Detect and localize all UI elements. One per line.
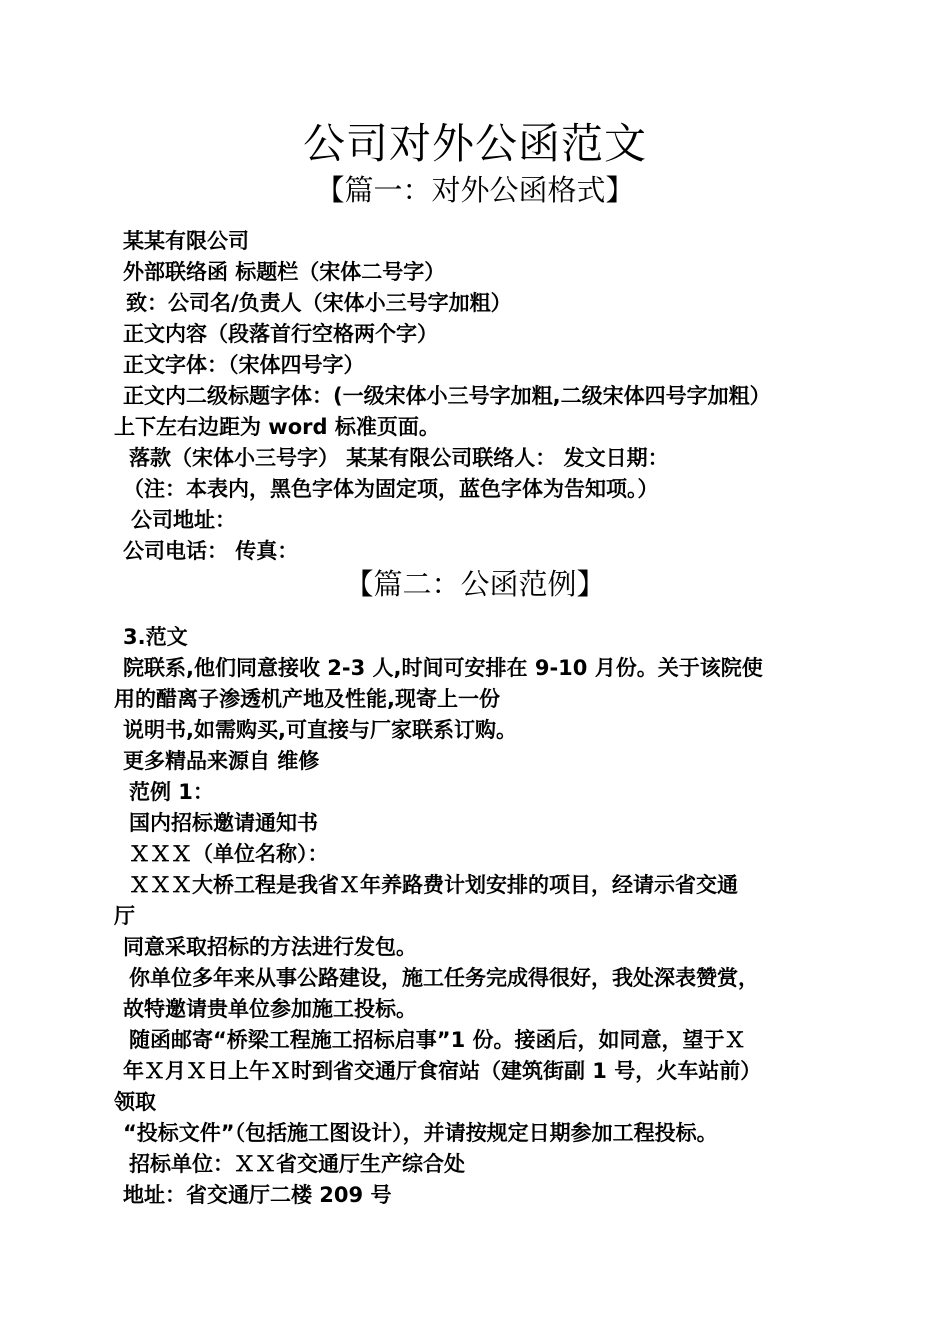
text-line: 上下左右边距为 word 标准页面。 [114,415,440,439]
text-line: 某某有限公司 [123,229,249,253]
text-line: 招标单位：ＸＸ省交通厅生产综合处 [129,1152,465,1176]
text-line: 正文内二级标题字体：(一级宋体小三号字加粗,二级宋体四号字加粗） [123,384,771,408]
section-1-heading: 【篇一：对外公函格式】 [315,173,635,207]
text-line: 范例 1： [129,780,214,804]
text-line: 3.范文 [123,625,188,649]
text-line: 外部联络函 标题栏（宋体二号字） [123,260,446,284]
text-line: 说明书,如需购买,可直接与厂家联系订购。 [123,718,517,742]
text-line: 你单位多年来从事公路建设，施工任务完成得很好，我处深表赞赏， [129,966,759,990]
text-line: 正文字体：（宋体四号字） [123,353,365,377]
text-line: ＸＸＸ（单位名称）： [129,842,329,866]
text-line: 厅 [114,904,135,928]
text-line: 公司电话： 传真： [123,539,299,563]
text-line: 故特邀请贵单位参加施工投标。 [123,997,417,1021]
text-line: 落款（宋体小三号字） 某某有限公司联络人： 发文日期： [129,446,669,470]
section-2-body [114,622,854,1211]
text-line: 国内招标邀请通知书 [129,811,318,835]
text-line: “投标文件”（包括施工图设计），并请按规定日期参加工程投标。 [123,1121,718,1145]
text-line: 年Ｘ月Ｘ日上午Ｘ时到省交通厅食宿站（建筑街副 1 号，火车站前） [123,1059,762,1083]
text-line: 用的醋离子渗透机产地及性能,现寄上一份 [114,687,500,711]
text-line: 更多精品来源自 维修 [123,749,320,773]
text-line: ＸＸＸ大桥工程是我省Ｘ年养路费计划安排的项目，经请示省交通 [129,873,738,897]
section-1-body [114,226,854,567]
text-line: 同意采取招标的方法进行发包。 [123,935,417,959]
text-line: 领取 [114,1090,156,1114]
text-line: 地址：省交通厅二楼 209 号 [123,1183,392,1207]
text-line: 院联系,他们同意接收 2-3 人,时间可安排在 9-10 月份。关于该院使 [123,656,763,680]
text-line: 随函邮寄“桥梁工程施工招标启事”1 份。接函后，如同意，望于Ｘ [129,1028,746,1052]
text-line: （注：本表内，黑色字体为固定项，蓝色字体为告知项。） [123,477,659,501]
document-title: 公司对外公函范文 [302,119,647,168]
text-line: 正文内容（段落首行空格两个字） [123,322,438,346]
text-line: 致：公司名/负责人（宋体小三号字加粗） [126,291,512,315]
text-line: 公司地址： [131,508,236,532]
section-2-heading: 【篇二：公函范例】 [344,567,606,601]
